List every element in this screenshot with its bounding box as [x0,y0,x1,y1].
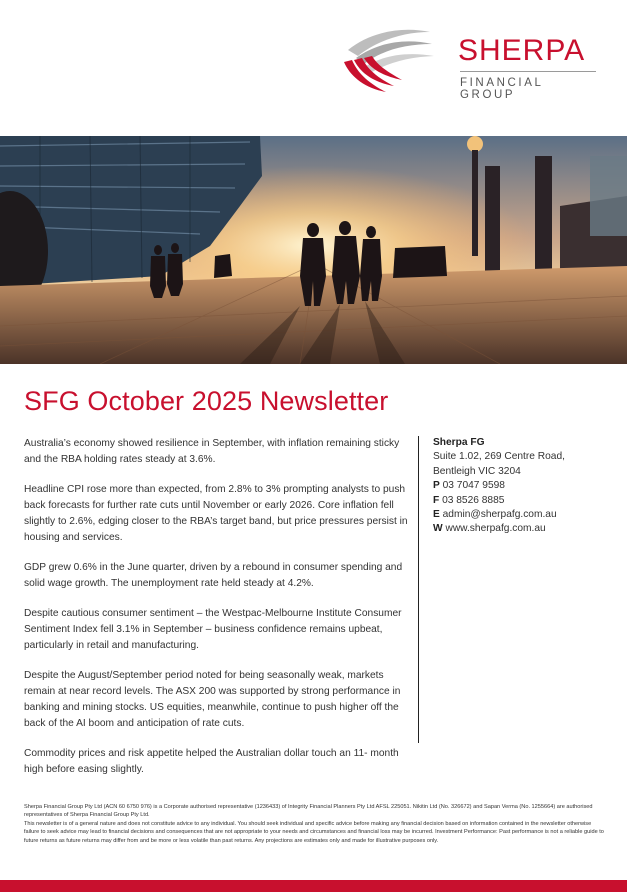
disclaimer-text: Sherpa Financial Group Pty Ltd (ACN 60 6750 976) is a Corporate authorised representative (1236433) of Integrity Financial Planners Pty Ltd AFSL 225051. Nikitin Ltd (No. 326672) and Sapan Verma (No. 1255664) are authorised representatives of Sherpa Financial Group Pty Ltd. [24,804,593,819]
body-paragraph: GDP grew 0.6% in the June quarter, driven by a rebound in consumer spending and solid wage growth. The unemployment rate held steady at 4.2%. [24,562,403,590]
email-label: E [433,509,440,521]
body-paragraph: Despite cautious consumer sentiment – the Westpac-Melbourne Institute Consumer Sentiment Index fell 3.1% in September – business confidence remains upbeat, particularly in retail and manufacturing. [24,607,402,652]
column-divider [418,436,419,743]
contact-block [433,436,613,537]
phone-label: P [433,480,440,492]
fax-line [433,494,613,508]
disclaimer [24,803,604,845]
email-link[interactable]: admin@sherpafg.com.au [442,509,557,521]
phone-line [433,479,613,493]
hero-photo [0,136,627,364]
body-paragraph: Despite the August/September period noted for being seasonally weak, markets remain at near record levels. The ASX 200 was supported by strong performance in banking and mining stocks. US equities, meanwhile, continue to push higher off the back of the AI boom and anticipation of rate cuts. [24,669,401,730]
newsletter-title: SFG October 2025 Newsletter [24,386,389,416]
email-line [433,508,613,522]
brand-name: SHERPA [458,34,586,67]
newsletter-body [24,436,410,792]
web-label: W [433,523,443,535]
brand-subtitle: FINANCIAL GROUP [460,77,544,101]
fax-number: 03 8526 8885 [442,494,505,506]
swoosh-logo-icon [340,22,440,94]
fax-label: F [433,494,440,506]
brand-divider [460,71,596,72]
website-link[interactable]: www.sherpafg.com.au [445,523,546,535]
body-paragraph: Commodity prices and risk appetite helped the Australian dollar touch an 11- month high before easing slightly. [24,748,399,776]
web-line [433,522,613,536]
body-paragraph: Australia’s economy showed resilience in September, with inflation remaining sticky and the RBA holding rates steady at 3.6%. [24,438,400,466]
footer-bar [0,880,627,892]
brand-block [458,36,598,101]
address-line: Bentleigh VIC 3204 [433,465,521,477]
firm-name: Sherpa FG [433,437,485,448]
phone-number[interactable]: 03 7047 9598 [442,480,505,492]
disclaimer-text: This newsletter is of a general nature and does not constitute advice to any individual. You should seek individual and specific advice before making any financial decision based on information contained in the newsletter otherwise failure to seek advice may lead to financial decisions and consequences that are not appropriate to your needs and circumstances and financial loss may be incurred. Investment Performance: Past performance is not a reliable guide to future returns as future returns may differ from and be more or less volatile than past returns. Any projections are estimates only and made for illustrative purposes only. [24,820,604,844]
body-paragraph: Headline CPI rose more than expected, from 2.8% to 3% prompting analysts to push back forecasts for further rate cuts until November or early 2026. Core inflation fell slightly to 2.6%, edging closer to the RBA’s target band, but price pressures persist in housing and services. [24,483,408,544]
address-line: Suite 1.02, 269 Centre Road, [433,451,565,463]
